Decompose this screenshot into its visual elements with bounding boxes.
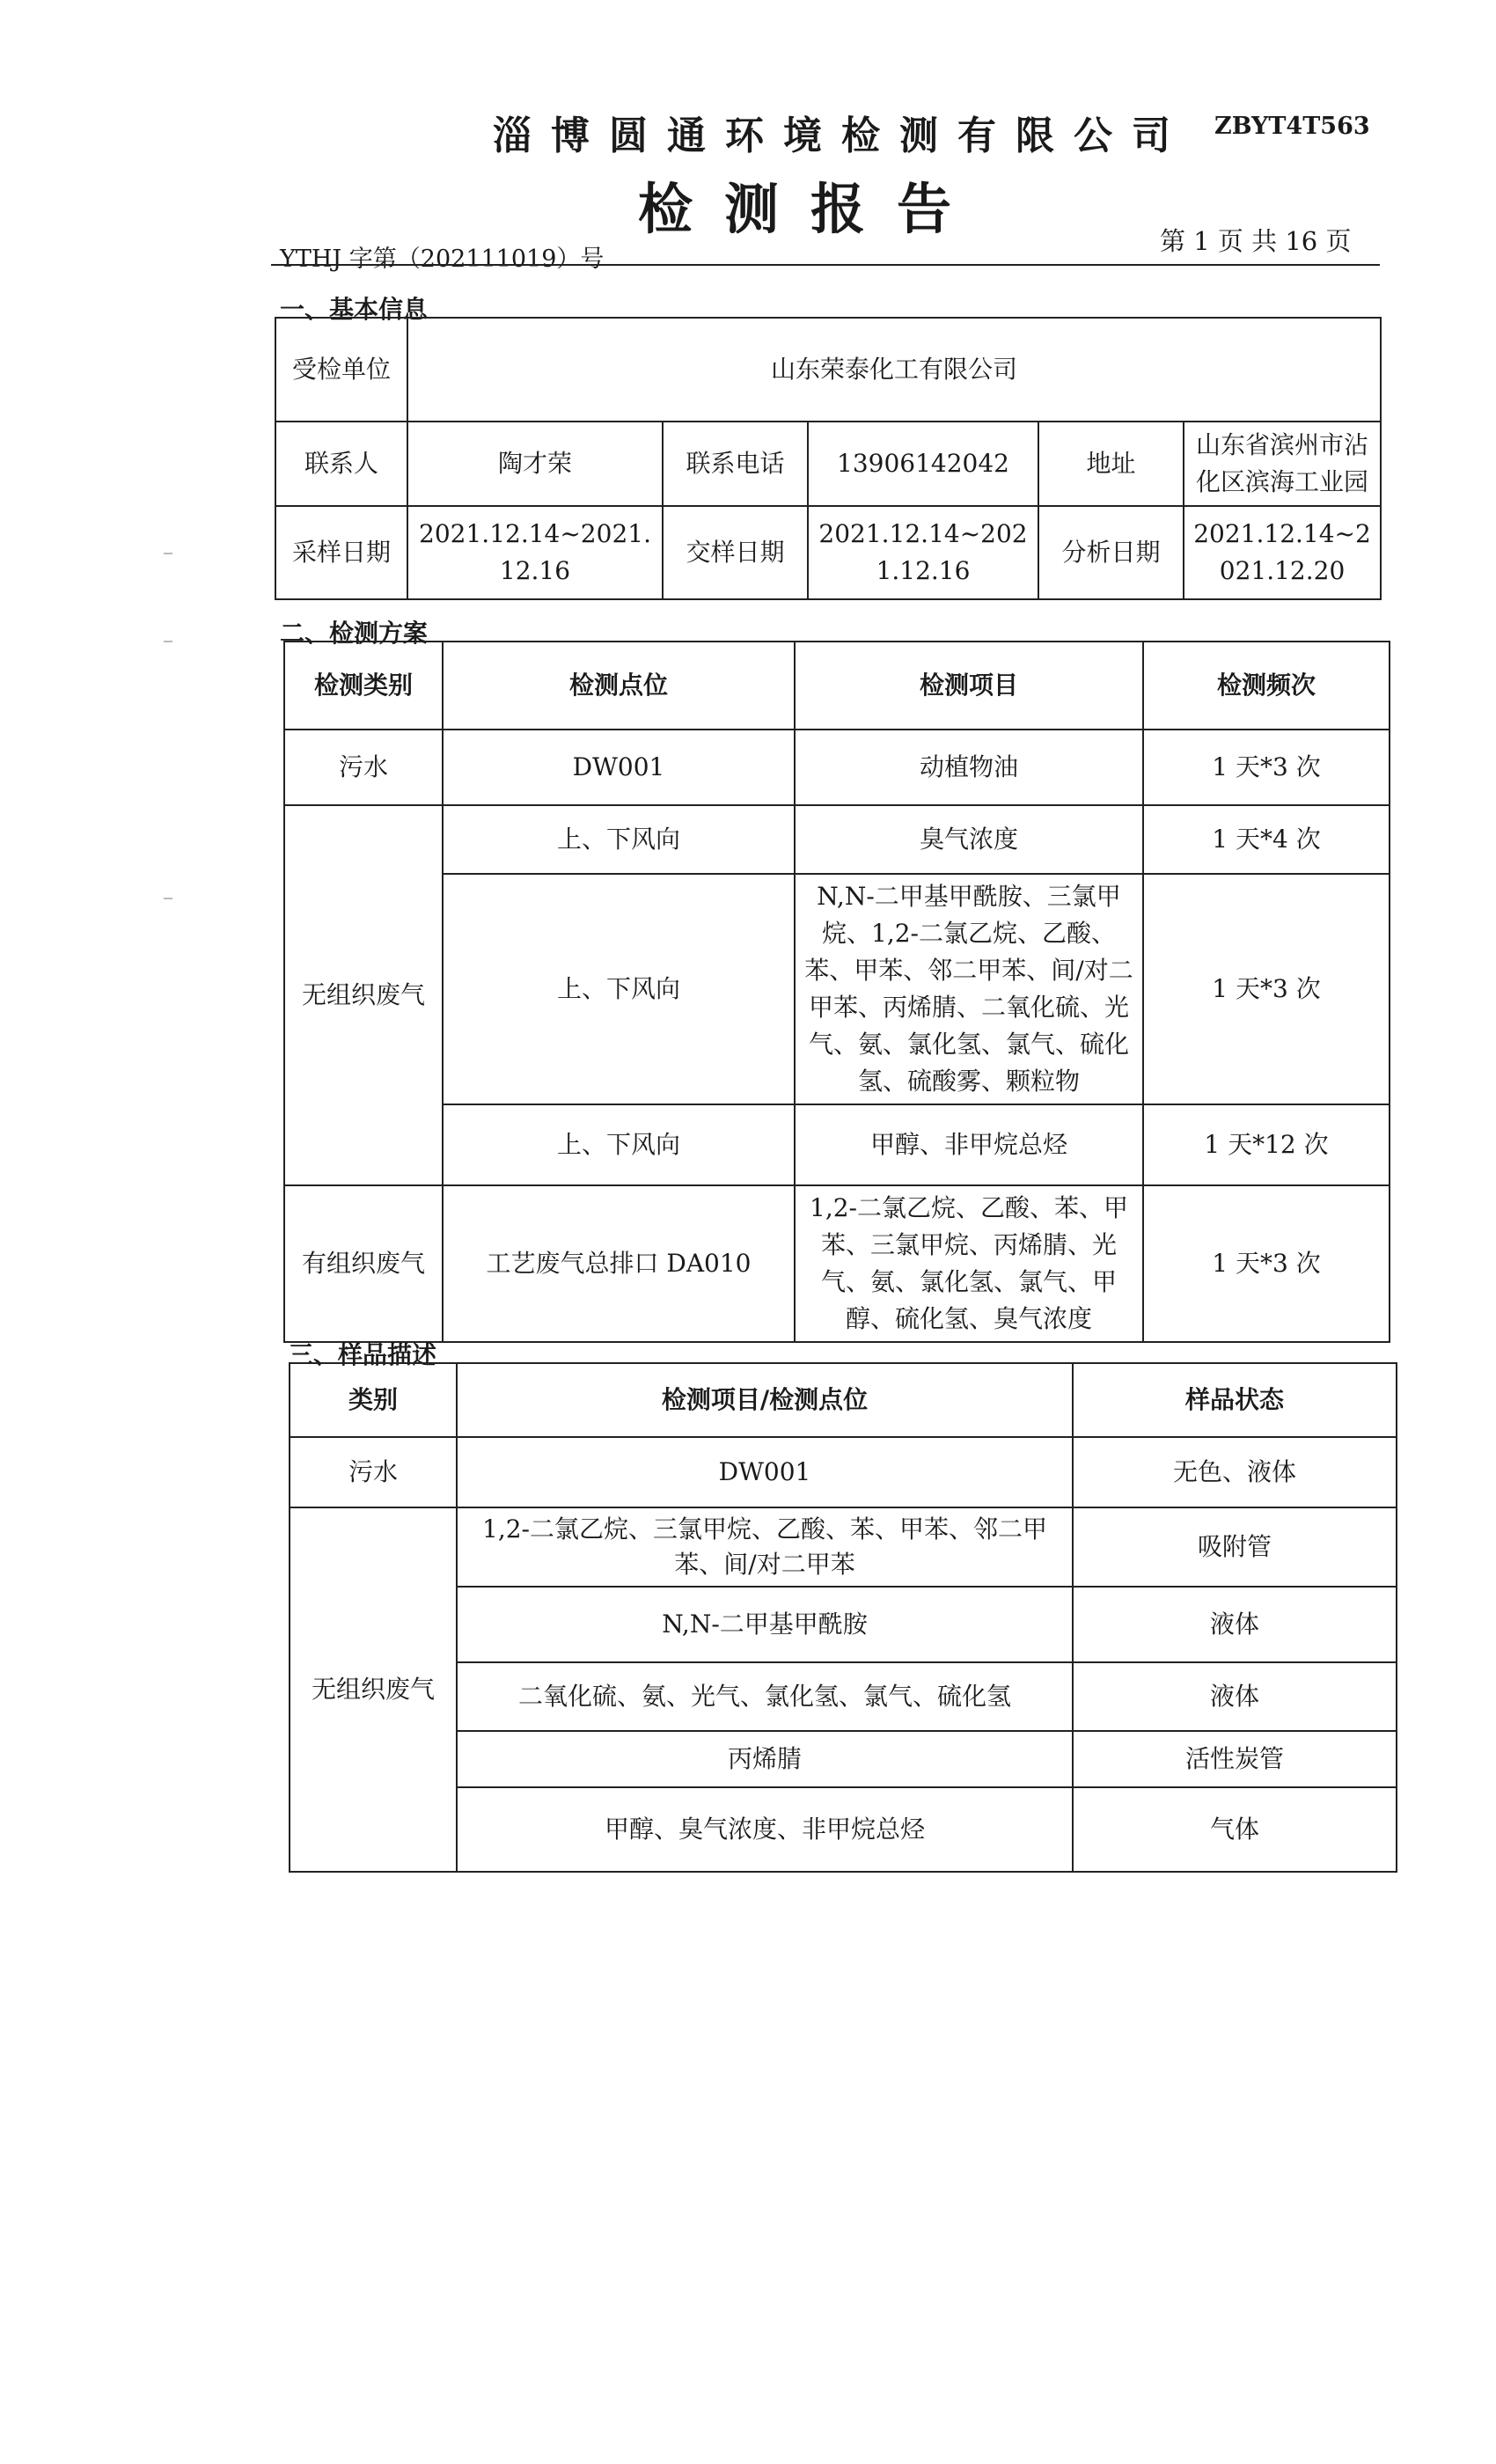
plan-header-category: 检测类别 <box>284 642 443 730</box>
scan-speck <box>164 898 172 899</box>
page-number: 第 1 页 共 16 页 <box>1160 226 1352 256</box>
basic-info-table <box>275 317 1382 600</box>
plan-wastewater-category: 污水 <box>284 730 443 805</box>
section-title-samples: 三、样品描述 <box>289 1340 437 1369</box>
plan-wastewater-items: 动植物油 <box>795 730 1143 805</box>
plan-organized-category: 有组织废气 <box>284 1185 443 1342</box>
plan-fugitive-point-2: 上、下风向 <box>443 874 795 1104</box>
report-title: 检测报告 <box>638 177 984 241</box>
samples-table <box>289 1362 1397 1873</box>
analysis-date-value: 2021.12.14~2021.12.20 <box>1184 506 1381 599</box>
scan-speck <box>164 553 172 554</box>
plan-wastewater-point: DW001 <box>443 730 795 805</box>
samples-fugitive-state-1: 吸附管 <box>1073 1507 1397 1587</box>
plan-header-items: 检测项目 <box>795 642 1143 730</box>
plan-organized-point: 工艺废气总排口 DA010 <box>443 1185 795 1342</box>
section-title-plan: 二、检测方案 <box>280 619 429 648</box>
plan-fugitive-point-1: 上、下风向 <box>443 805 795 874</box>
sampling-date-label: 采样日期 <box>275 506 407 599</box>
contact-label: 联系人 <box>275 422 407 506</box>
plan-fugitive-category: 无组织废气 <box>284 805 443 1185</box>
address-value: 山东省滨州市沾化区滨海工业园 <box>1184 422 1381 506</box>
samples-fugitive-state-5: 气体 <box>1073 1787 1397 1872</box>
contact-value: 陶才荣 <box>407 422 663 506</box>
samples-wastewater-item: DW001 <box>457 1437 1073 1507</box>
samples-header-state: 样品状态 <box>1073 1363 1397 1437</box>
plan-fugitive-frequency-1: 1 天*4 次 <box>1143 805 1390 874</box>
samples-wastewater-category: 污水 <box>290 1437 457 1507</box>
plan-fugitive-frequency-2: 1 天*3 次 <box>1143 874 1390 1104</box>
plan-fugitive-items-3: 甲醇、非甲烷总烃 <box>795 1104 1143 1185</box>
samples-fugitive-category: 无组织废气 <box>290 1507 457 1872</box>
plan-fugitive-items-2: N,N-二甲基甲酰胺、三氯甲烷、1,2-二氯乙烷、乙酸、苯、甲苯、邻二甲苯、间/对二甲苯、丙烯腈、二氧化硫、光气、氨、氯化氢、氯气、硫化氢、硫酸雾、颗粒物 <box>795 874 1143 1104</box>
header-divider <box>271 264 1380 266</box>
sampling-date-value: 2021.12.14~2021.12.16 <box>407 506 663 599</box>
samples-fugitive-state-2: 液体 <box>1073 1587 1397 1662</box>
samples-fugitive-item-4: 丙烯腈 <box>457 1731 1073 1787</box>
plan-fugitive-frequency-3: 1 天*12 次 <box>1143 1104 1390 1185</box>
company-name: 淄博圆通环境检测有限公司 <box>493 114 1190 158</box>
unit-value: 山东荣泰化工有限公司 <box>407 318 1381 422</box>
plan-organized-items: 1,2-二氯乙烷、乙酸、苯、甲苯、三氯甲烷、丙烯腈、光气、氨、氯化氢、氯气、甲醇、硫化氢、臭气浓度 <box>795 1185 1143 1342</box>
samples-header-item: 检测项目/检测点位 <box>457 1363 1073 1437</box>
plan-header-point: 检测点位 <box>443 642 795 730</box>
plan-fugitive-point-3: 上、下风向 <box>443 1104 795 1185</box>
samples-fugitive-item-3: 二氧化硫、氨、光气、氯化氢、氯气、硫化氢 <box>457 1662 1073 1731</box>
delivery-date-label: 交样日期 <box>663 506 808 599</box>
section-title-basic-info: 一、基本信息 <box>280 295 429 324</box>
samples-fugitive-state-4: 活性炭管 <box>1073 1731 1397 1787</box>
plan-header-frequency: 检测频次 <box>1143 642 1390 730</box>
document-code: ZBYT4T563 <box>1214 113 1370 140</box>
scan-speck <box>164 641 172 642</box>
samples-header-category: 类别 <box>290 1363 457 1437</box>
phone-label: 联系电话 <box>663 422 808 506</box>
samples-fugitive-item-1: 1,2-二氯乙烷、三氯甲烷、乙酸、苯、甲苯、邻二甲苯、间/对二甲苯 <box>457 1507 1073 1587</box>
plan-organized-frequency: 1 天*3 次 <box>1143 1185 1390 1342</box>
samples-fugitive-state-3: 液体 <box>1073 1662 1397 1731</box>
samples-fugitive-item-5: 甲醇、臭气浓度、非甲烷总烃 <box>457 1787 1073 1872</box>
address-label: 地址 <box>1038 422 1184 506</box>
plan-table <box>283 641 1390 1343</box>
samples-wastewater-state: 无色、液体 <box>1073 1437 1397 1507</box>
analysis-date-label: 分析日期 <box>1038 506 1184 599</box>
plan-wastewater-frequency: 1 天*3 次 <box>1143 730 1390 805</box>
phone-value: 13906142042 <box>808 422 1038 506</box>
delivery-date-value: 2021.12.14~2021.12.16 <box>808 506 1038 599</box>
report-number: YTHJ 字第（202111019）号 <box>280 246 605 273</box>
unit-label: 受检单位 <box>275 318 407 422</box>
samples-fugitive-item-2: N,N-二甲基甲酰胺 <box>457 1587 1073 1662</box>
plan-fugitive-items-1: 臭气浓度 <box>795 805 1143 874</box>
